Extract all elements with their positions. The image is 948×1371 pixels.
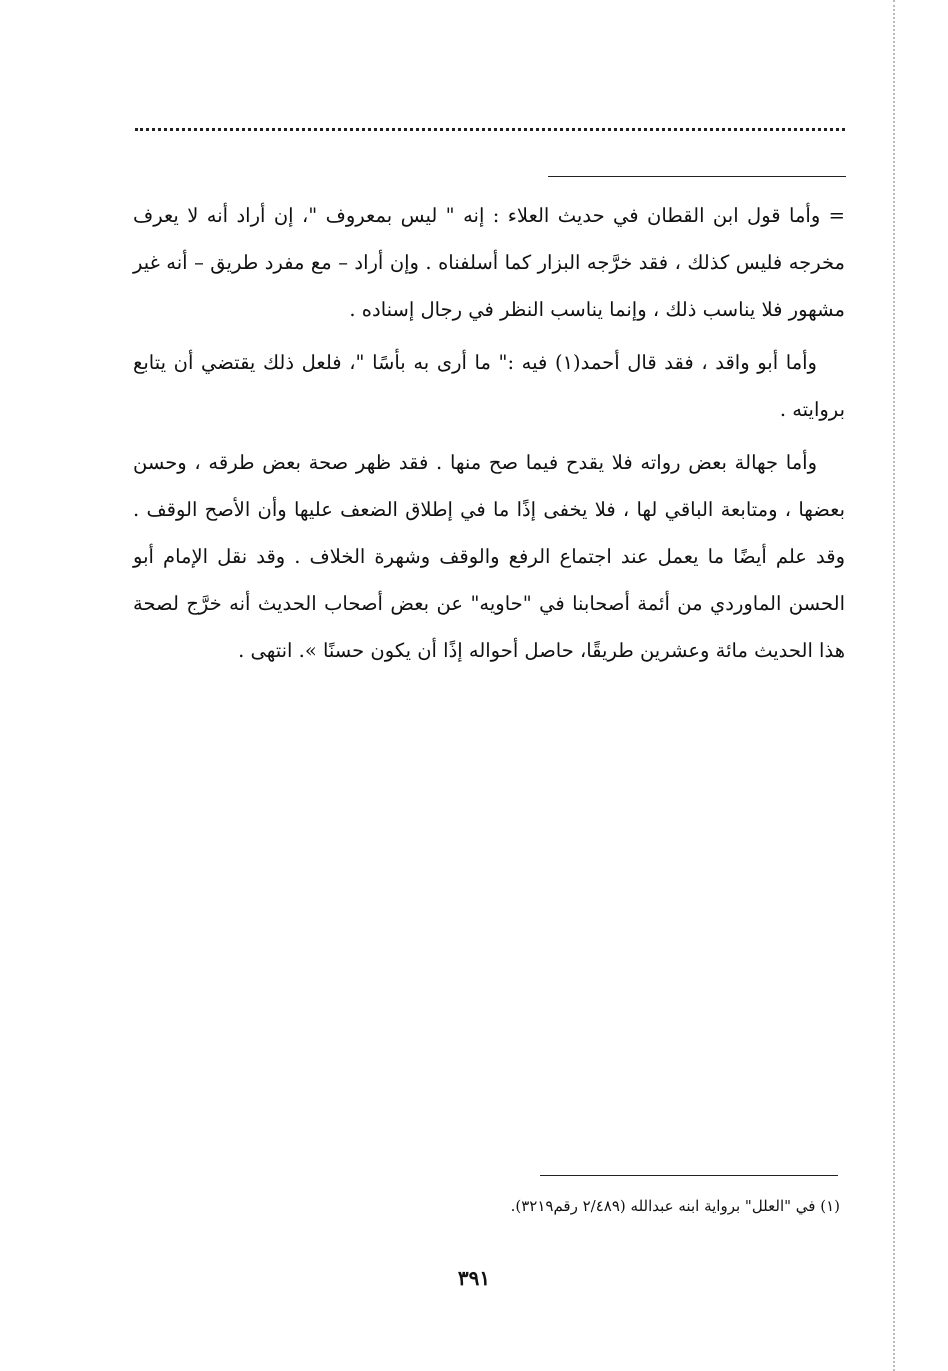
footnote: (١) في "العلل" برواية ابنه عبدالله (٢/٤٨٩ رقم٣٢١٩). [510,1197,840,1215]
margin-dotted-line [893,0,895,1371]
footnote-separator-rule [540,1175,838,1176]
page-number: ٣٩١ [457,1266,491,1290]
paragraph-ibn-al-qattan: = وأما قول ابن القطان في حديث العلاء : إنه " ليس بمعروف "، إن أراد أنه لا يعرف مخرجه فليس كذلك ، فقد خرَّجه البزار كما أسلفناه . وإن أراد – مع مفرد طريق – أنه غير مشهور فلا يناسب ذلك ، وإنما يناسب النظر في رجال إسناده . [133,204,845,321]
paragraph-abu-waqid: وأما أبو واقد ، فقد قال أحمد(١) فيه :" ما أرى به بأسًا "، فلعل ذلك يقتضي أن يتابع بروايته . [133,351,845,421]
main-text [133,192,845,680]
header-dotted-rule [135,128,845,131]
header-separator-rule [548,176,846,177]
paragraph-narrators: وأما جهالة بعض رواته فلا يقدح فيما صح منها . فقد ظهر صحة بعض طرقه ، وحسن بعضها ، ومتابعة الباقي لها ، فلا يخفى إذًا ما في إطلاق الضعف عليها وأن الأصح الوقف . وقد علم أيضًا ما يعمل عند اجتماع الرفع والوقف وشهرة الخلاف . وقد نقل الإمام أبو الحسن الماوردي من أئمة أصحابنا في "حاويه" عن بعض أصحاب الحديث أنه خرَّج لصحة هذا الحديث مائة وعشرين طريقًا، حاصل أحواله إذًا أن يكون حسنًا ». انتهى . [133,451,845,662]
